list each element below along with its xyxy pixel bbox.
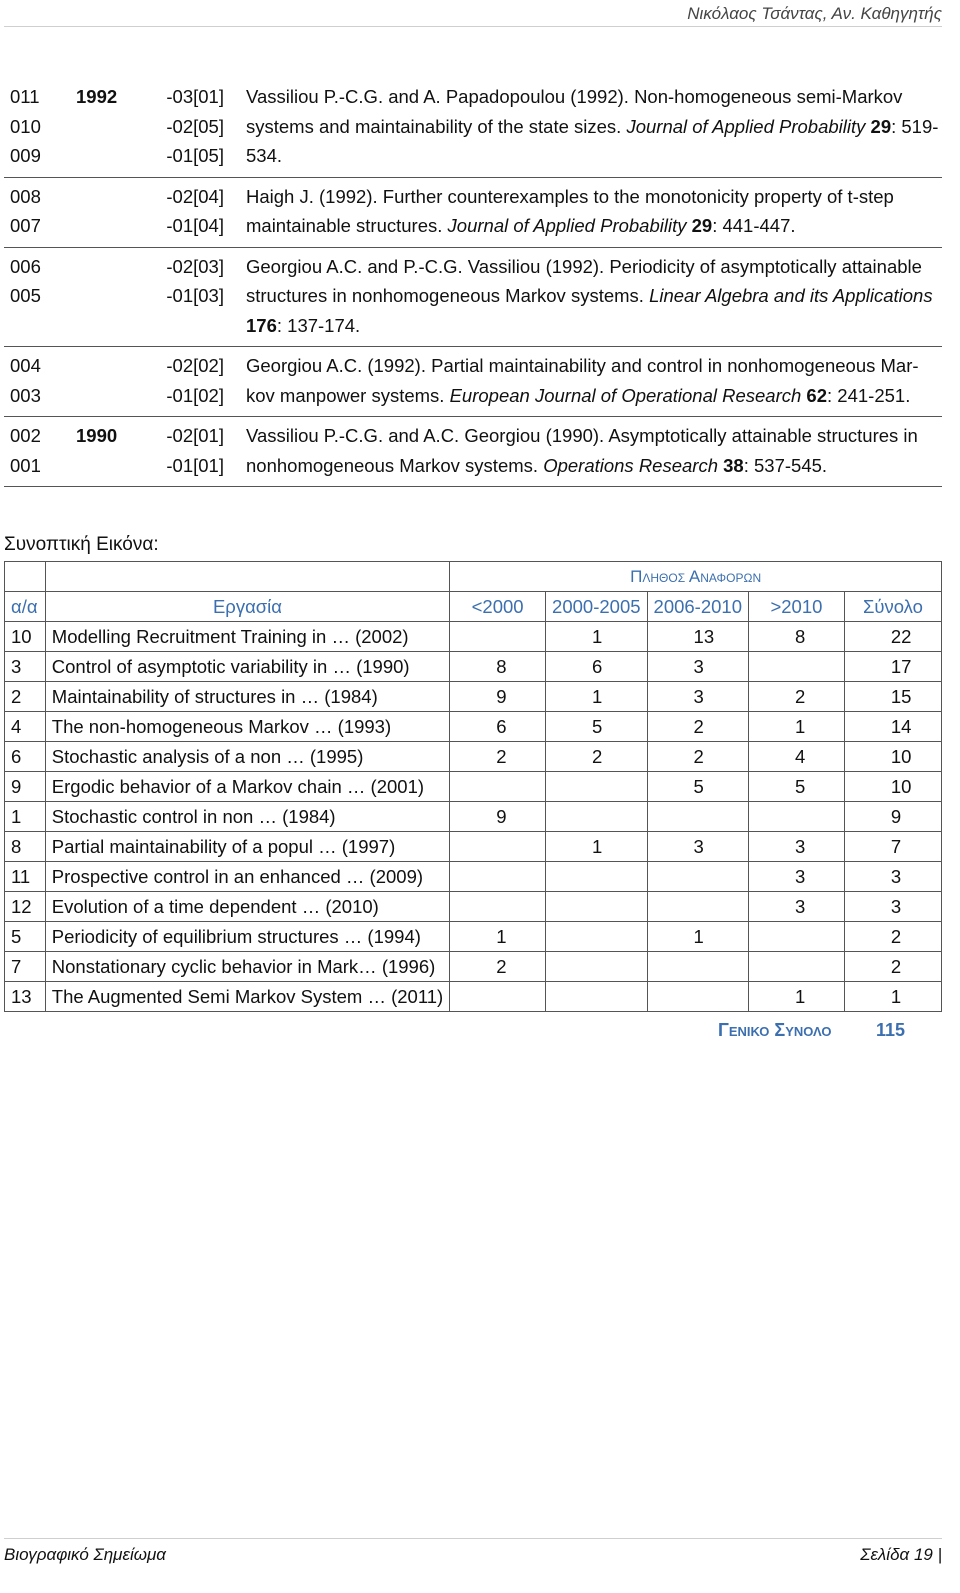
publication-codes: [156, 82, 224, 171]
cell-idx: 11: [5, 862, 46, 892]
cell-r0610: [647, 892, 748, 922]
table-row: [5, 772, 942, 802]
cell-r0005: 6: [546, 652, 647, 682]
reference-ital: European Journal of Operational Research: [449, 384, 802, 406]
publication-number: 002: [10, 425, 41, 446]
publication-codes: [156, 351, 224, 410]
summary-title: Συνοπτική Εικόνα:: [4, 534, 159, 555]
cell-a2010: [749, 652, 845, 682]
cell-idx: 13: [5, 982, 46, 1012]
cell-idx: 1: [5, 802, 46, 832]
cell-r0005: [546, 952, 647, 982]
cell-r0005: 1: [546, 622, 647, 652]
reference-pre: Georgiou A.C. (1992). Partial maintainability and control in nonhomogeneous Mar-: [246, 355, 919, 376]
reference-pre: kov manpower systems.: [246, 384, 450, 406]
footer-divider: [4, 1538, 942, 1539]
reference-line: [246, 112, 942, 171]
publication-reference: [224, 182, 942, 241]
publication-number: 008: [10, 185, 41, 207]
reference-bold: 29: [686, 215, 713, 236]
reference-post: : 537-545.: [743, 454, 828, 476]
footer-doc-title: Βιογραφικό Σημείωμα: [4, 1545, 166, 1564]
cell-r0610: 5: [647, 772, 748, 802]
cell-r0005: 1: [546, 682, 647, 712]
cell-idx: 2: [5, 682, 46, 712]
cell-r0005: [546, 892, 647, 922]
publication-numbers: [4, 182, 76, 241]
cell-work: Partial maintainability of a popul … (1997): [45, 832, 449, 862]
reference-pre: Vassiliou P.-C.G. and A. Papadopoulou (1992). Non-homogeneous semi-Markov: [246, 86, 903, 107]
page-header-author: Νικόλαος Τσάντας, Αν. Καθηγητής: [687, 4, 942, 23]
reference-post: : 441-447.: [712, 215, 796, 236]
citation-summary-table: [4, 561, 942, 1012]
reference-line: [246, 82, 942, 112]
empty-cell: [5, 562, 46, 592]
publication-code: -01[05]: [166, 145, 224, 166]
publication-code: -01[03]: [166, 285, 224, 306]
cell-r0005: [546, 772, 647, 802]
publication-code: -02[02]: [166, 355, 224, 376]
reference-bold: 176: [246, 314, 277, 336]
reference-pre: Vassiliou P.-C.G. and A.C. Georgiou (1990). Asymptotically attainable structures in: [246, 425, 918, 446]
cell-idx: 4: [5, 712, 46, 742]
reference-pre: Georgiou A.C. and P.-C.G. Vassiliou (1992). Periodicity of asymptotically attainable: [246, 255, 922, 277]
publication-number: 005: [10, 285, 41, 306]
publication-year: 1992: [76, 86, 118, 107]
cell-idx: 8: [5, 832, 46, 862]
cell-r0610: [647, 982, 748, 1012]
cell-idx: 10: [5, 622, 46, 652]
cell-total: 10: [844, 772, 941, 802]
publication-codes: [156, 252, 224, 341]
publication-year: [76, 351, 156, 410]
table-row: [5, 652, 942, 682]
grand-total-value: 115: [876, 1020, 906, 1040]
cell-work: Ergodic behavior of a Markov chain … (2001): [45, 772, 449, 802]
reference-bold: 29: [865, 115, 892, 137]
cell-total: 2: [844, 952, 941, 982]
cell-r0610: 3: [647, 652, 748, 682]
cell-r0005: 5: [546, 712, 647, 742]
cell-b2000: [450, 772, 546, 802]
reference-line: [246, 211, 942, 241]
col-header-idx: α/α: [5, 592, 46, 622]
reference-line: [246, 311, 942, 341]
publications-list: [4, 78, 942, 487]
publication-code: -02[05]: [166, 115, 224, 137]
table-row: [5, 982, 942, 1012]
cell-b2000: [450, 892, 546, 922]
cell-r0610: 13: [647, 622, 748, 652]
reference-ital: Journal of Applied Probability: [626, 115, 866, 137]
cell-b2000: 6: [450, 712, 546, 742]
cell-b2000: 9: [450, 802, 546, 832]
cell-b2000: 8: [450, 652, 546, 682]
cell-r0610: [647, 802, 748, 832]
cell-idx: 3: [5, 652, 46, 682]
publication-reference: [224, 252, 942, 341]
cell-a2010: [749, 922, 845, 952]
reference-pre: nonhomogeneous Markov systems.: [246, 454, 544, 476]
publication-year: [76, 182, 156, 241]
publication-reference: [224, 421, 942, 480]
col-header-2000-2005: 2000-2005: [546, 592, 647, 622]
group-header-count: Πληθος Αναφορων: [450, 562, 942, 592]
cell-total: 3: [844, 892, 941, 922]
cell-total: 2: [844, 922, 941, 952]
cell-total: 10: [844, 742, 941, 772]
cell-total: 1: [844, 982, 941, 1012]
col-header-2006-2010: 2006-2010: [647, 592, 748, 622]
table-row: [5, 892, 942, 922]
cell-a2010: 1: [749, 982, 845, 1012]
table-row: [5, 742, 942, 772]
table-row: [5, 712, 942, 742]
cell-r0005: [546, 922, 647, 952]
cell-work: Maintainability of structures in … (1984): [45, 682, 449, 712]
cell-r0005: 2: [546, 742, 647, 772]
publication-code: -03[01]: [166, 86, 224, 107]
publication-codes: [156, 182, 224, 241]
publication-number: 006: [10, 255, 41, 277]
cell-total: 14: [844, 712, 941, 742]
publication-code: -01[02]: [166, 384, 224, 406]
table-row: [5, 802, 942, 832]
publication-entry: [4, 347, 942, 417]
reference-line: [246, 421, 942, 451]
table-row: [5, 952, 942, 982]
publication-code: -02[04]: [166, 185, 224, 207]
cell-work: The Augmented Semi Markov System … (2011): [45, 982, 449, 1012]
publication-reference: [224, 351, 942, 410]
cell-a2010: 5: [749, 772, 845, 802]
cell-a2010: 8: [749, 622, 845, 652]
cell-b2000: 2: [450, 952, 546, 982]
publication-numbers: [4, 421, 76, 480]
table-row: [5, 862, 942, 892]
publication-number: 003: [10, 384, 41, 406]
publication-numbers: [4, 351, 76, 410]
cell-r0005: [546, 802, 647, 832]
publication-entry: [4, 78, 942, 178]
publication-code: -01[04]: [166, 215, 224, 236]
cell-b2000: [450, 982, 546, 1012]
cell-b2000: 1: [450, 922, 546, 952]
cell-r0005: [546, 982, 647, 1012]
cell-work: The non-homogeneous Markov … (1993): [45, 712, 449, 742]
cell-r0610: [647, 952, 748, 982]
cell-b2000: 2: [450, 742, 546, 772]
col-header-after-2010: >2010: [749, 592, 845, 622]
table-row: [5, 682, 942, 712]
cell-total: 15: [844, 682, 941, 712]
reference-ital: Linear Algebra and its Applications: [649, 285, 933, 306]
col-header-before-2000: <2000: [450, 592, 546, 622]
cell-total: 7: [844, 832, 941, 862]
reference-line: [246, 182, 942, 212]
cell-a2010: 1: [749, 712, 845, 742]
table-group-header-row: [5, 562, 942, 592]
cell-work: Modelling Recruitment Training in … (2002): [45, 622, 449, 652]
cell-work: Prospective control in an enhanced … (2009): [45, 862, 449, 892]
table-row: [5, 622, 942, 652]
cell-idx: 12: [5, 892, 46, 922]
cell-a2010: 3: [749, 862, 845, 892]
reference-post: : 519-534.: [246, 115, 939, 166]
publication-year: [76, 252, 156, 341]
publication-number: 001: [10, 454, 41, 476]
reference-line: [246, 381, 942, 411]
cell-a2010: 4: [749, 742, 845, 772]
cell-r0610: 1: [647, 922, 748, 952]
reference-pre: systems and maintainability of the state sizes.: [246, 115, 627, 137]
publication-number: 009: [10, 145, 41, 166]
cell-r0610: [647, 862, 748, 892]
publication-reference: [224, 82, 942, 171]
publication-number: 011: [10, 86, 40, 107]
reference-bold: 62: [801, 384, 828, 406]
reference-ital: Operations Research: [543, 454, 718, 476]
cell-r0610: 3: [647, 682, 748, 712]
cell-total: 9: [844, 802, 941, 832]
publication-code: -01[01]: [166, 454, 224, 476]
publication-entry: [4, 178, 942, 248]
reference-line: [246, 351, 942, 381]
reference-ital: Journal of Applied Probability: [447, 215, 687, 236]
cell-total: 3: [844, 862, 941, 892]
cell-work: Nonstationary cyclic behavior in Mark… (1996): [45, 952, 449, 982]
footer-page-number: Σελίδα 19 |: [860, 1545, 942, 1564]
reference-pre: maintainable structures.: [246, 215, 448, 236]
publication-entry: [4, 417, 942, 487]
cell-work: Evolution of a time dependent … (2010): [45, 892, 449, 922]
cell-work: Stochastic control in non … (1984): [45, 802, 449, 832]
publication-numbers: [4, 252, 76, 341]
publication-entry: [4, 248, 942, 348]
cell-r0005: 1: [546, 832, 647, 862]
cell-b2000: [450, 862, 546, 892]
cell-b2000: [450, 832, 546, 862]
cell-total: 22: [844, 622, 941, 652]
cell-b2000: 9: [450, 682, 546, 712]
reference-pre: Haigh J. (1992). Further counterexamples to the monotonicity property of t-step: [246, 185, 894, 207]
cell-r0610: 3: [647, 832, 748, 862]
grand-total-label: Γενικο Συνολο: [718, 1020, 832, 1040]
table-row: [5, 922, 942, 952]
cell-r0610: 2: [647, 712, 748, 742]
cell-a2010: 3: [749, 832, 845, 862]
cell-idx: 7: [5, 952, 46, 982]
col-header-total: Σύνολο: [844, 592, 941, 622]
cell-a2010: 3: [749, 892, 845, 922]
table-header-row: [5, 592, 942, 622]
cell-total: 17: [844, 652, 941, 682]
cell-idx: 5: [5, 922, 46, 952]
empty-cell: [45, 562, 449, 592]
cell-work: Periodicity of equilibrium structures … (1994): [45, 922, 449, 952]
cell-r0610: 2: [647, 742, 748, 772]
cell-r0005: [546, 862, 647, 892]
cell-b2000: [450, 622, 546, 652]
header-divider: [4, 26, 942, 27]
publication-number: 007: [10, 215, 41, 236]
publication-code: -02[03]: [166, 255, 224, 277]
cell-idx: 6: [5, 742, 46, 772]
table-row: [5, 832, 942, 862]
cell-work: Stochastic analysis of a non … (1995): [45, 742, 449, 772]
publication-code: -02[01]: [166, 425, 224, 446]
cell-a2010: 2: [749, 682, 845, 712]
reference-pre: structures in nonhomogeneous Markov systems.: [246, 285, 650, 306]
reference-line: [246, 252, 942, 282]
reference-line: [246, 451, 942, 481]
reference-bold: 38: [718, 454, 744, 476]
cell-idx: 9: [5, 772, 46, 802]
reference-post: : 241-251.: [827, 384, 911, 406]
col-header-work: Εργασία: [45, 592, 449, 622]
cell-a2010: [749, 802, 845, 832]
publication-year: 1990: [76, 425, 118, 446]
publication-codes: [156, 421, 224, 480]
cell-a2010: [749, 952, 845, 982]
reference-line: [246, 281, 942, 311]
publication-number: 004: [10, 355, 41, 376]
publication-number: 010: [10, 115, 41, 137]
cell-work: Control of asymptotic variability in … (1990): [45, 652, 449, 682]
reference-post: : 137-174.: [276, 314, 361, 336]
publication-numbers: [4, 82, 76, 171]
